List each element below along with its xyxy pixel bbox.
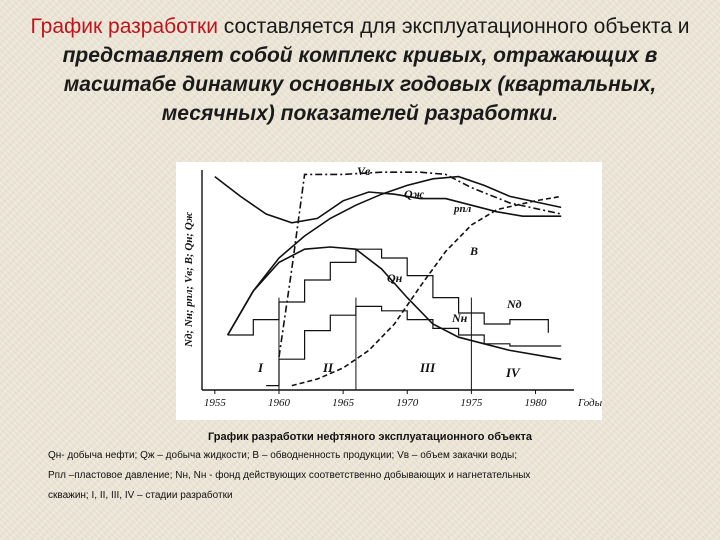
x-axis-label: Годы [578,397,602,409]
y-axis-label: Nд; Nн; pпл; Vв; B; Qн; Qж [183,211,195,347]
series-line [292,196,561,385]
legend-line: Qн- добыча нефти; Qж – добыча жидкости; В – обводненность продукции; Vв – объем закачки воды; [48,450,518,461]
legend-text [48,446,698,506]
x-tick-label: 1965 [332,397,355,409]
slide-title [28,12,692,128]
stage-label-4: IV [506,365,520,380]
legend-line: скважин; I, II, III, IV – стадии разработки [48,490,233,501]
label-nn: Nн [452,311,468,325]
chart-svg [176,162,602,420]
stage-label-3: III [420,360,436,375]
series-line [215,177,561,223]
title-highlight: График разработки [30,15,218,38]
development-chart [176,162,602,420]
label-b: B [470,244,479,258]
stage-label-2: II [323,360,334,375]
title-emphasis: представляет собой комплекс кривых, отражающих в масштабе динамику основных годовых (квартальных, месячных) показателей разработки. [62,44,658,125]
label-qzh: Qж [404,187,425,201]
stage-label-1: I [258,360,264,375]
label-qn: Qн [387,271,403,285]
x-tick-label: 1955 [203,397,226,409]
figure-caption: График разработки нефтяного эксплуатационного объекта [207,431,533,443]
label-vv: Vв [357,164,371,178]
legend-line: Рпл –пластовое давление; Nн, Nн - фонд действующих соответственно добывающих и нагнетательных [48,470,531,481]
label-ppl: pпл [454,203,472,215]
x-tick-label: 1980 [524,397,547,409]
title-plain: составляется для эксплуатационного объекта и [217,15,690,38]
label-nd: Nд [507,297,522,311]
x-tick-label: 1960 [267,397,290,409]
x-tick-label: 1970 [396,397,419,409]
x-tick-label: 1975 [460,397,483,409]
